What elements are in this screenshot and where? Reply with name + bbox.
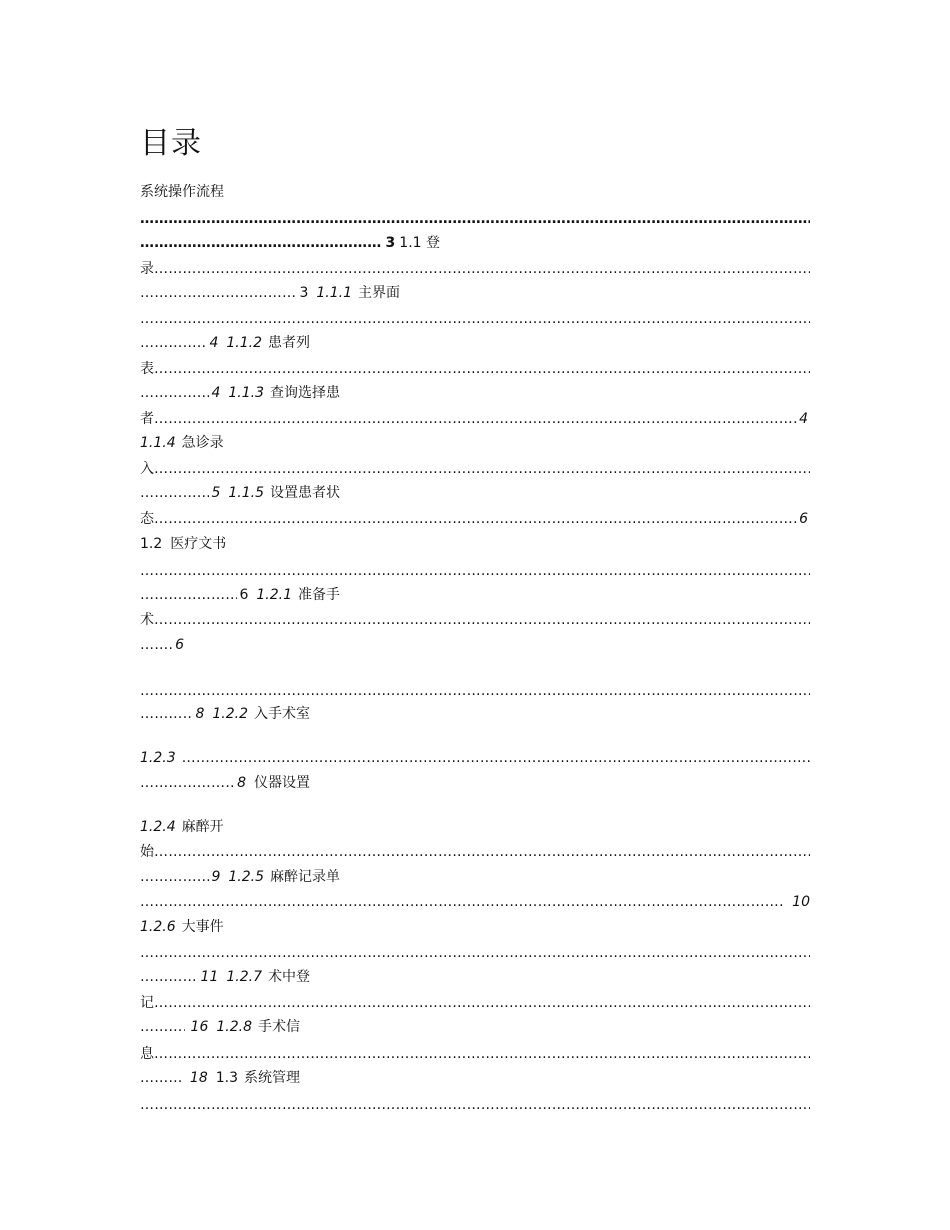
dot-leader: [140, 1067, 184, 1089]
toc-entry: 急诊录: [181, 435, 224, 451]
toc-line: [140, 772, 310, 794]
toc-entry: 查询选择患: [270, 385, 340, 401]
toc-line: [140, 609, 810, 631]
toc-line: [140, 232, 440, 254]
page-number: 10: [792, 894, 810, 910]
dot-leader: [154, 841, 810, 863]
toc-text: 态: [140, 511, 154, 527]
section-number: 1.1.2: [226, 335, 262, 351]
toc-line: [140, 816, 810, 838]
toc-line: [140, 458, 810, 480]
dot-leader: [140, 1094, 810, 1116]
section-number: 1.1.4: [140, 435, 176, 451]
dot-leader: [140, 308, 810, 330]
toc-line: [140, 747, 810, 769]
toc-line: [140, 408, 808, 430]
dot-leader: [140, 891, 784, 913]
toc-text: 系统操作流程: [140, 184, 224, 200]
dot-leader: [154, 609, 810, 631]
page-number: 8: [195, 706, 205, 722]
toc-line: [140, 966, 310, 988]
toc-text: 入: [140, 461, 154, 477]
dot-leader: [140, 942, 810, 964]
section-number: 1.2: [140, 536, 163, 552]
page-number: 3: [299, 285, 309, 301]
dot-leader: [140, 703, 193, 725]
section-number: 1.1.5: [228, 485, 264, 501]
toc-line: [140, 508, 808, 530]
dot-leader: [140, 332, 207, 354]
toc-entry: 仪器设置: [254, 775, 310, 791]
toc-entry: 医疗文书: [170, 536, 227, 552]
toc-leader-line: [140, 680, 810, 702]
toc-leader-line: [140, 942, 810, 964]
toc-text: 表: [140, 361, 154, 377]
page-number: 4: [209, 335, 219, 351]
toc-entry: 设置患者状: [270, 485, 340, 501]
toc-entry: 准备手: [298, 587, 340, 603]
toc-leader-line: [140, 308, 810, 330]
toc-entry: 主界面: [358, 285, 400, 301]
section-number: 1.2.1: [256, 587, 292, 603]
dot-leader: [140, 634, 173, 656]
toc-text: 术: [140, 612, 154, 628]
dot-leader: [154, 992, 810, 1014]
toc-line: [140, 358, 810, 380]
dot-leader: [140, 382, 209, 404]
toc-entry: 大事件: [181, 919, 224, 935]
dot-leader: [140, 866, 209, 888]
dot-leader: [140, 232, 382, 254]
section-number: 1.1.3: [228, 385, 264, 401]
toc-entry: 麻醉记录单: [270, 869, 340, 885]
toc-leader-line: [140, 1094, 810, 1116]
page-number: 6: [799, 511, 808, 527]
page-number: 16: [190, 1019, 209, 1035]
toc-text: 记: [140, 995, 154, 1011]
section-number: 1.2.6: [140, 919, 176, 935]
dot-leader: [140, 584, 237, 606]
toc-entry: 手术信: [258, 1019, 300, 1035]
toc-text: 息: [140, 1046, 154, 1062]
toc-line: [140, 282, 400, 304]
toc-entry: 1.1 登: [399, 235, 440, 251]
dot-leader: [140, 482, 209, 504]
toc-line: [140, 703, 310, 725]
page-number: 5: [211, 485, 221, 501]
toc-entry: 入手术室: [254, 706, 310, 722]
page-number: 3: [385, 235, 396, 251]
dot-leader: [154, 458, 810, 480]
page-number: 9: [211, 869, 221, 885]
section-number: 1.1.1: [316, 285, 352, 301]
toc-line: [140, 258, 810, 280]
toc-leader-line: [140, 208, 810, 230]
toc-entry: 患者列: [268, 335, 310, 351]
page-number: 4: [211, 385, 221, 401]
toc-text: 者: [140, 411, 154, 427]
page-number: 11: [200, 969, 219, 985]
toc-line: [140, 866, 340, 888]
toc-line: [140, 1043, 810, 1065]
toc-line: [140, 916, 810, 938]
toc-line: [140, 584, 340, 606]
toc-line: [140, 634, 184, 656]
dot-leader: [154, 258, 810, 280]
dot-leader: [140, 966, 195, 988]
dot-leader: [140, 208, 810, 230]
dot-leader: [140, 560, 810, 582]
dot-leader: [140, 772, 235, 794]
toc-text: 录: [140, 261, 154, 277]
toc-line: [140, 432, 810, 454]
dot-leader: [154, 508, 799, 530]
section-number: 1.2.5: [228, 869, 264, 885]
dot-leader: [154, 358, 810, 380]
toc-line: [140, 992, 810, 1014]
toc-line: [140, 841, 810, 863]
page-number: 4: [799, 411, 808, 427]
toc-entry: 麻醉开: [181, 819, 224, 835]
section-number: 1.2.2: [212, 706, 248, 722]
toc-line: [140, 181, 810, 203]
dot-leader: [140, 680, 810, 702]
section-number: 1.2.8: [216, 1019, 252, 1035]
dot-leader: [154, 1043, 810, 1065]
section-number: 1.2.7: [226, 969, 262, 985]
toc-entry: 术中登: [268, 969, 310, 985]
page-number: 6: [239, 587, 249, 603]
page-title: 目录: [140, 126, 202, 161]
toc-line: [140, 332, 310, 354]
page-number: 18: [189, 1070, 208, 1086]
toc-line: [140, 533, 810, 555]
toc-line: [140, 1067, 300, 1089]
section-number: 1.2.4: [140, 819, 176, 835]
toc-line: [140, 482, 340, 504]
page-number: 6: [175, 637, 184, 653]
toc-line: [140, 1016, 300, 1038]
dot-leader: [140, 1016, 185, 1038]
toc-line: [140, 891, 810, 913]
dot-leader: [154, 408, 799, 430]
toc-text: 始: [140, 844, 154, 860]
section-number: 1.3: [215, 1070, 238, 1086]
page-number: 8: [237, 775, 246, 791]
toc-line: [140, 382, 340, 404]
dot-leader: [182, 747, 810, 769]
toc-leader-line: [140, 560, 810, 582]
dot-leader: [140, 282, 297, 304]
section-number: 1.2.3: [140, 750, 176, 766]
toc-entry: 系统管理: [244, 1070, 300, 1086]
